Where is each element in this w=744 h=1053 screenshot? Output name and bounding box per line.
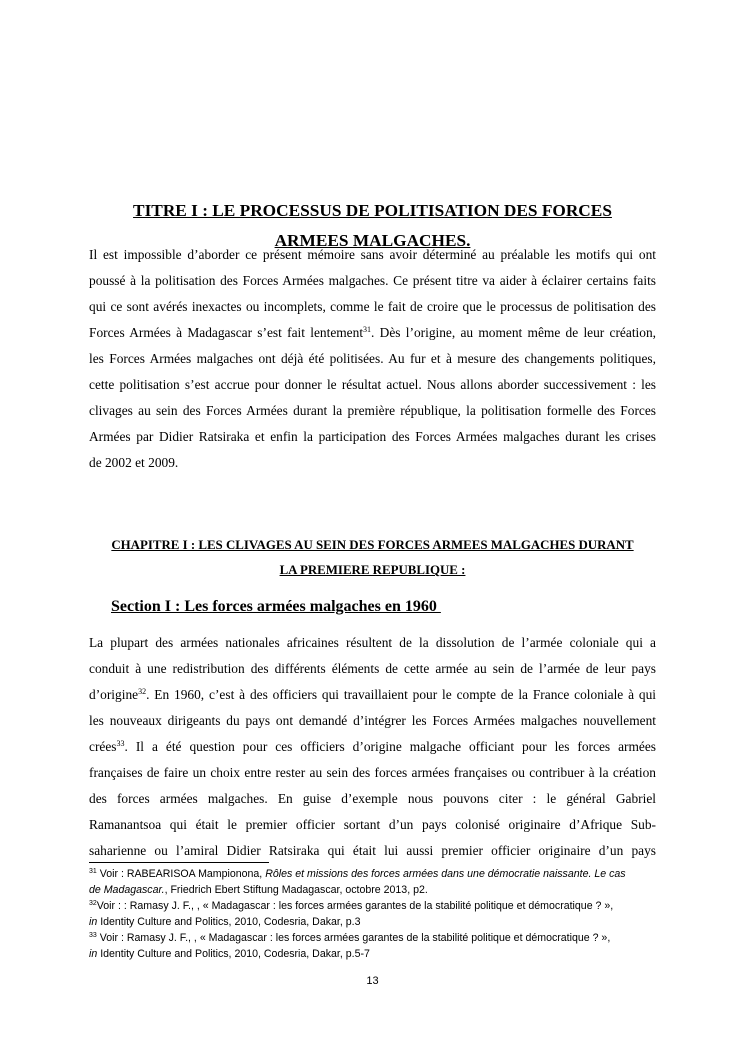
footnote-title: de Madagascar.	[89, 884, 165, 896]
text-segment: . Il a été question pour ces officiers d’origine malgache officiant pour les forces armées	[124, 739, 656, 754]
text-line: conduit à une redistribution des différents éléments de cette armée au sein de l’armée de leur pays	[89, 661, 656, 676]
footnote-text: Voir : : Ramasy J. F., , « Madagascar : les forces armées garantes de la stabilité politique et démocratique ? »,	[96, 900, 614, 912]
text-line: Armées par Didier Ratsiraka et enfin la participation des Forces Armées malgaches durant les crises	[89, 429, 656, 444]
chapter-title-line-1: CHAPITRE I : LES CLIVAGES AU SEIN DES FORCES ARMEES MALGACHES DURANT	[111, 538, 634, 552]
chapter-title	[89, 533, 656, 583]
page-number: 13	[366, 975, 379, 987]
part-title-line-1: TITRE I : LE PROCESSUS DE POLITISATION DES FORCES	[133, 201, 612, 220]
text-line: Il est impossible d’aborder ce présent mémoire sans avoir déterminé au préalable les motifs qui ont	[89, 247, 656, 262]
text-line: clivages au sein des Forces Armées durant la première république, la politisation formelle des Forces	[89, 403, 656, 418]
text-line: qui ce sont avérés inexactes ou incomplets, comme le fait de croire que le processus de politisation des	[89, 299, 656, 314]
footnote-title: Rôles et missions des forces armées dans une démocratie naissante. Le cas	[265, 868, 626, 880]
part-title-line-2: ARMEES MALGACHES.	[274, 231, 471, 250]
chapter-title-line-2: LA PREMIERE REPUBLIQUE :	[279, 563, 466, 577]
text-line: La plupart des armées nationales africaines résultent de la dissolution de l’armée coloniale qui a	[89, 635, 656, 650]
text-segment: crées	[89, 739, 117, 754]
footnote-32	[89, 898, 656, 914]
section-title: Section I : Les forces armées malgaches en 1960	[111, 598, 441, 615]
footnote-32-continued	[89, 914, 656, 930]
footnote-31-continued	[89, 882, 656, 898]
footnote-text: Identity Culture and Politics, 2010, Codesria, Dakar, p.5-7	[97, 948, 370, 960]
footnote-text: Voir : Ramasy J. F., , « Madagascar : les forces armées garantes de la stabilité politique et démocratique ? »,	[96, 932, 611, 944]
footnote-italic: in	[89, 916, 98, 928]
footnote-number: 32	[89, 900, 97, 907]
text-line: les Forces Armées malgaches ont déjà été politisées. Au fur et à mesure des changements politiques,	[89, 351, 656, 366]
footnote-text: Identity Culture and Politics, 2010, Codesria, Dakar, p.3	[97, 916, 361, 928]
text-line: des forces armées malgaches. En guise d’exemple nous pouvons citer : le général Gabriel	[89, 791, 656, 806]
intro-paragraph	[89, 242, 656, 476]
footnote-number: 33	[89, 932, 97, 939]
text-line: saharienne ou l’amiral Didier Ratsiraka qui était lui aussi premier officier originaire d’un pays	[89, 843, 656, 858]
footnotes	[89, 866, 656, 962]
footnote-separator	[89, 862, 269, 863]
text-segment: . En 1960, c’est à des officiers qui travaillaient pour le compte de la France coloniale à qui	[146, 687, 656, 702]
text-line: les nouveaux dirigeants du pays ont demandé d’intégrer les Forces Armées malgaches nouvellement	[89, 713, 656, 728]
footnote-31	[89, 866, 656, 882]
text-line	[89, 734, 656, 760]
text-line	[89, 682, 656, 708]
text-segment: . Dès l’origine, au moment même de leur création,	[371, 325, 656, 340]
footnote-number: 31	[89, 868, 97, 875]
footnote-33-continued	[89, 946, 656, 962]
footnote-ref-32[interactable]: 32	[138, 687, 147, 696]
text-segment: d’origine	[89, 687, 139, 702]
footnote-33	[89, 930, 656, 946]
text-segment: Forces Armées à Madagascar s’est fait lentement	[89, 325, 364, 340]
text-line: de 2002 et 2009.	[89, 455, 179, 470]
footnote-italic: in	[89, 948, 98, 960]
footnote-text: Voir : RABEARISOA Mampionona,	[96, 868, 266, 880]
footnote-ref-31[interactable]: 31	[363, 325, 372, 334]
body-paragraph	[89, 630, 656, 864]
footnote-text: , Friedrich Ebert Stiftung Madagascar, octobre 2013, p2.	[164, 884, 428, 896]
text-line: Ramanantsoa qui était le premier officier sortant d’un pays colonisé originaire d’Afrique Sub-	[89, 817, 656, 832]
text-line: françaises de faire un choix entre rester au sein des forces armées françaises ou contribuer à la création	[89, 765, 656, 780]
footnote-ref-33[interactable]: 33	[116, 739, 125, 748]
text-line	[89, 320, 656, 346]
text-line: cette politisation s’est accrue pour donner le résultat actuel. Nous allons aborder successivement : les	[89, 377, 656, 392]
text-line: poussé à la politisation des Forces Armées malgaches. Ce présent titre va aider à éclairer certains faits	[89, 273, 656, 288]
